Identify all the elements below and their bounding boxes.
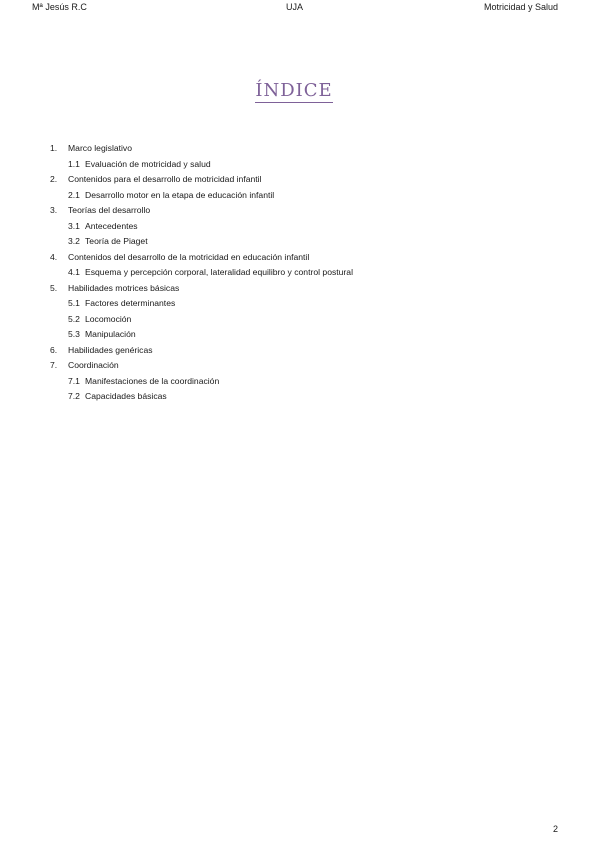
toc-entry-number: 7. [50,360,58,370]
toc-entry-number: 7.2 [68,391,80,401]
header-author: Mª Jesús R.C [32,2,87,12]
toc-entry [0,297,600,313]
toc-entry [0,173,600,189]
toc-entry [0,313,600,329]
toc-entry [0,375,600,391]
toc-entry [0,344,600,360]
toc-entry-text: Habilidades genéricas [68,344,153,355]
toc-entry-text: Evaluación de motricidad y salud [85,158,211,169]
toc-entry-text: Manipulación [85,329,136,339]
toc-entry-text: Manifestaciones de la coordinación [85,375,220,386]
toc-entry [0,328,600,344]
toc-entry-number: 3.2 [68,236,80,246]
toc-entry [0,266,600,282]
toc-entry-text: Capacidades básicas [85,391,167,401]
toc-entry-text: Esquema y percepción corporal, lateralidad equilibro y control postural [85,267,353,277]
toc-entry-number: 4.1 [68,267,80,277]
header-subject: Motricidad y Salud [483,2,558,12]
toc-entry [0,220,600,236]
title-text: ÍNDICE [255,80,333,101]
toc-entry [0,359,600,375]
toc-entry-text: Contenidos del desarrollo de la motricidad en educación infantil [68,251,310,262]
page-header [0,1,600,15]
toc-entry-text: Teorías del desarrollo [68,205,151,215]
toc-entry-number: 5.3 [68,329,80,339]
toc-entry [0,282,600,298]
toc-entry-number: 3. [50,205,58,215]
toc-entry [0,251,600,267]
toc-entry-text: Marco legislativo [68,143,132,153]
toc-entry-number: 5.1 [68,298,80,308]
toc-entry-number: 4. [50,251,58,262]
toc-entry-number: 5. [50,282,58,293]
toc-entry-text: Contenidos para el desarrollo de motricidad infantil [68,174,262,184]
toc-entry-text: Coordinación [68,360,119,370]
toc-entry-number: 3.1 [68,220,80,231]
toc-entry-number: 2. [50,174,58,184]
toc-entry-text: Habilidades motrices básicas [68,282,180,293]
toc-entry-number: 1.1 [68,158,80,169]
page-title [0,80,588,102]
toc-entry [0,235,600,251]
toc-entry [0,158,600,174]
page-number: 2 [552,824,558,834]
toc-entry-text: Teoría de Piaget [85,236,148,246]
toc-entry-text: Locomoción [85,313,132,324]
toc-entry [0,189,600,205]
toc-entry-number: 5.2 [68,313,80,324]
header-institution: UJA [286,2,304,12]
toc-entry-text: Antecedentes [85,220,138,231]
toc-entry [0,142,600,158]
toc-entry [0,390,600,406]
toc-entry-text: Desarrollo motor en la etapa de educación infantil [85,189,275,200]
toc-entry-number: 7.1 [68,375,80,386]
toc-entry [0,204,600,220]
toc-entry-number: 1. [50,143,58,153]
table-of-contents [0,142,600,406]
toc-entry-number: 6. [50,344,58,355]
toc-entry-text: Factores determinantes [85,298,176,308]
toc-entry-number: 2.1 [68,189,80,200]
